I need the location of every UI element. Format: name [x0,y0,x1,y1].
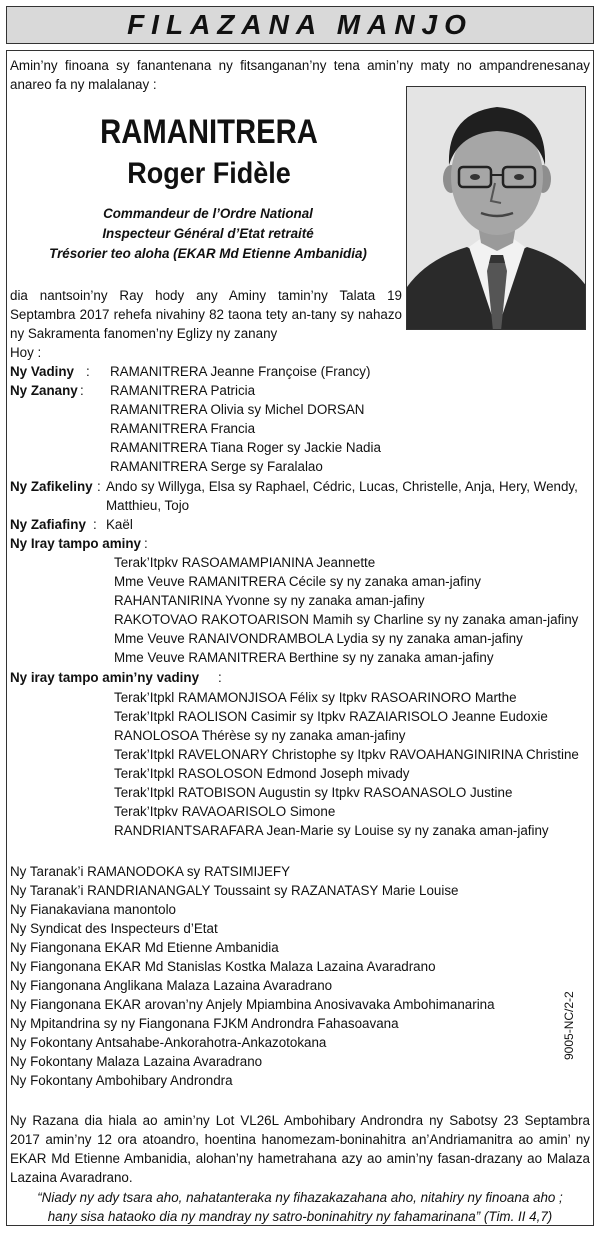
list-item: RANOLOSOA Thérèse sy ny zanaka aman-jafiny [114,728,406,743]
portrait-image [407,87,586,330]
list-item: Terak’Itpkv RAVAOARISOLO Simone [114,804,336,819]
zafikeliny-colon: : [97,479,101,494]
header-title: FILAZANA MANJO [127,9,473,40]
list-item: RAMANITRERA Tiana Roger sy Jackie Nadia [110,440,381,455]
list-item: Ny Fokontany Malaza Lazaina Avaradrano [10,1054,263,1069]
reference-code: 9005-NC/2-2 [562,991,576,1060]
zanany-colon: : [80,383,84,398]
list-item: Terak’Itpkv RASOAMAMPIANINA Jeannette [114,555,376,570]
bible-quote: hany sisa hataoko dia ny mandray ny satro-boninahitry ny fahamarinana” (Tim. II 4,7) [47,1209,553,1224]
list-item: RAMANITRERA Patricia [110,383,256,398]
list-item: RANDRIANTSARAFARA Jean-Marie sy Louise sy ny zanaka aman-jafiny [114,823,549,838]
list-item: Ny Fokontany Ambohibary Androndra [10,1073,233,1088]
list-item: RAMANITRERA Olivia sy Michel DORSAN [110,402,365,417]
list-item: Ny Syndicat des Inspecteurs d’Etat [10,921,218,936]
iray-tampo-vadiny-label: Ny iray tampo amin’ny vadiny [10,670,200,685]
list-item: Ny Mpitandrina sy ny Fiangonana FJKM Androndra Fahasoavana [10,1016,399,1031]
list-item: Ny Fokontany Antsahabe-Ankorahotra-Ankazotokana [10,1035,327,1050]
vadiny-name: RAMANITRERA Jeanne Françoise (Francy) [110,364,371,379]
vadiny-colon: : [86,364,90,379]
header-banner [6,6,594,44]
list-item: Terak’Itpkl RAVELONARY Christophe sy Itpkv RAVOAHANGINIRINA Christine [114,747,579,762]
bible-quote: “Niady ny ady tsara aho, nahatanteraka ny fihazakazahana aho, nitahiry ny finoana aho ; [37,1190,563,1205]
announcement-text: dia nantsoin’ny Ray hody any Aminy tamin’ny Talata 19 Septambra 2017 rehefa nivahiny 82 taona tety an-tany sy nahazo ny Sakramenta fanomen’ny Eglizy ny zanany [10,288,402,341]
zafiafiny-label: Ny Zafiafiny [10,517,86,532]
list-item: Terak’Itpkl RASOLOSON Edmond Joseph mivady [114,766,410,781]
intro-text: Amin’ny finoana sy fanantenana ny fitsanganan’ny tena amin’ny maty no ampandrenesanay anareo fa ny malalanay : [10,58,590,92]
list-item: RAHANTANIRINA Yvonne sy ny zanaka aman-jafiny [114,593,425,608]
iray-tampo-label: Ny Iray tampo aminy [10,536,141,551]
zanany-label: Ny Zanany [10,383,78,398]
list-item: Mme Veuve RAMANITRERA Cécile sy ny zanaka aman-jafiny [114,574,481,589]
zafiafiny-colon: : [93,517,97,532]
list-item: Ny Fiangonana EKAR Md Stanislas Kostka Malaza Lazaina Avaradrano [10,959,436,974]
list-item: Mme Veuve RAMANITRERA Berthine sy ny zanaka aman-jafiny [114,650,494,665]
zafikeliny-label: Ny Zafikeliny [10,479,93,494]
portrait-photo [406,86,586,330]
list-item: Terak’Itpkl RAOLISON Casimir sy Itpkv RAZAIARISOLO Jeanne Eudoxie [114,709,548,724]
deceased-title: Trésorier teo aloha (EKAR Md Etienne Ambanidia) [49,246,367,261]
list-item: Ny Fiangonana EKAR arovan’ny Anjely Mpiambina Anosivavaka Ambohimanarina [10,997,495,1012]
list-item: Terak’Itpkl RATOBISON Augustin sy Itpkv RASOANASOLO Justine [114,785,513,800]
list-item: RAMANITRERA Francia [110,421,256,436]
iray-tampo-vadiny-colon: : [218,670,222,685]
zafikeliny-names: Ando sy Willyga, Elsa sy Raphael, Cédric, Lucas, Christelle, Anja, Hery, Wendy, [106,479,578,494]
zafikeliny-names: Matthieu, Tojo [106,498,190,513]
deceased-surname: RAMANITRERA [100,113,318,151]
funeral-text: Ny Razana dia hiala ao amin’ny Lot VL26L Ambohibary Androndra ny Sabotsy 23 Septambra 2017 amin’ny 12 ora atoandro, hoentina hanomezam-boninahitra an’Andriamanitra ao amin’ ny EKAR Md Etienne Ambanidia, alohan’ny hametrahana azy ao amin’ny fasan-drazany ao Malaza Lazaina Avaradrano. [10,1113,590,1185]
list-item: RAKOTOVAO RAKOTOARISON Mamih sy Charline sy ny zanaka aman-jafiny [114,612,579,627]
deceased-title: Inspecteur Général d’Etat retraité [102,226,314,241]
list-item: RAMANITRERA Serge sy Faralalao [110,459,323,474]
iray-tampo-colon: : [144,536,148,551]
deceased-title: Commandeur de l’Ordre National [103,206,313,221]
zafiafiny-name: Kaël [106,517,133,532]
list-item: Ny Fiangonana EKAR Md Etienne Ambanidia [10,940,279,955]
list-item: Terak’Itpkl RAMAMONJISOA Félix sy Itpkv RASOARINORO Marthe [114,690,517,705]
list-item: Ny Taranak’i RANDRIANANGALY Toussaint sy RAZANATASY Marie Louise [10,883,459,898]
list-item: Ny Fiangonana Anglikana Malaza Lazaina Avaradrano [10,978,333,993]
list-item: Ny Fianakaviana manontolo [10,902,176,917]
list-item: Ny Taranak’i RAMANODOKA sy RATSIMIJEFY [10,864,291,879]
hoy-label: Hoy : [10,345,42,360]
deceased-given-names: Roger Fidèle [127,157,291,190]
vadiny-label: Ny Vadiny [10,364,75,379]
list-item: Mme Veuve RANAIVONDRAMBOLA Lydia sy ny zanaka aman-jafiny [114,631,523,646]
